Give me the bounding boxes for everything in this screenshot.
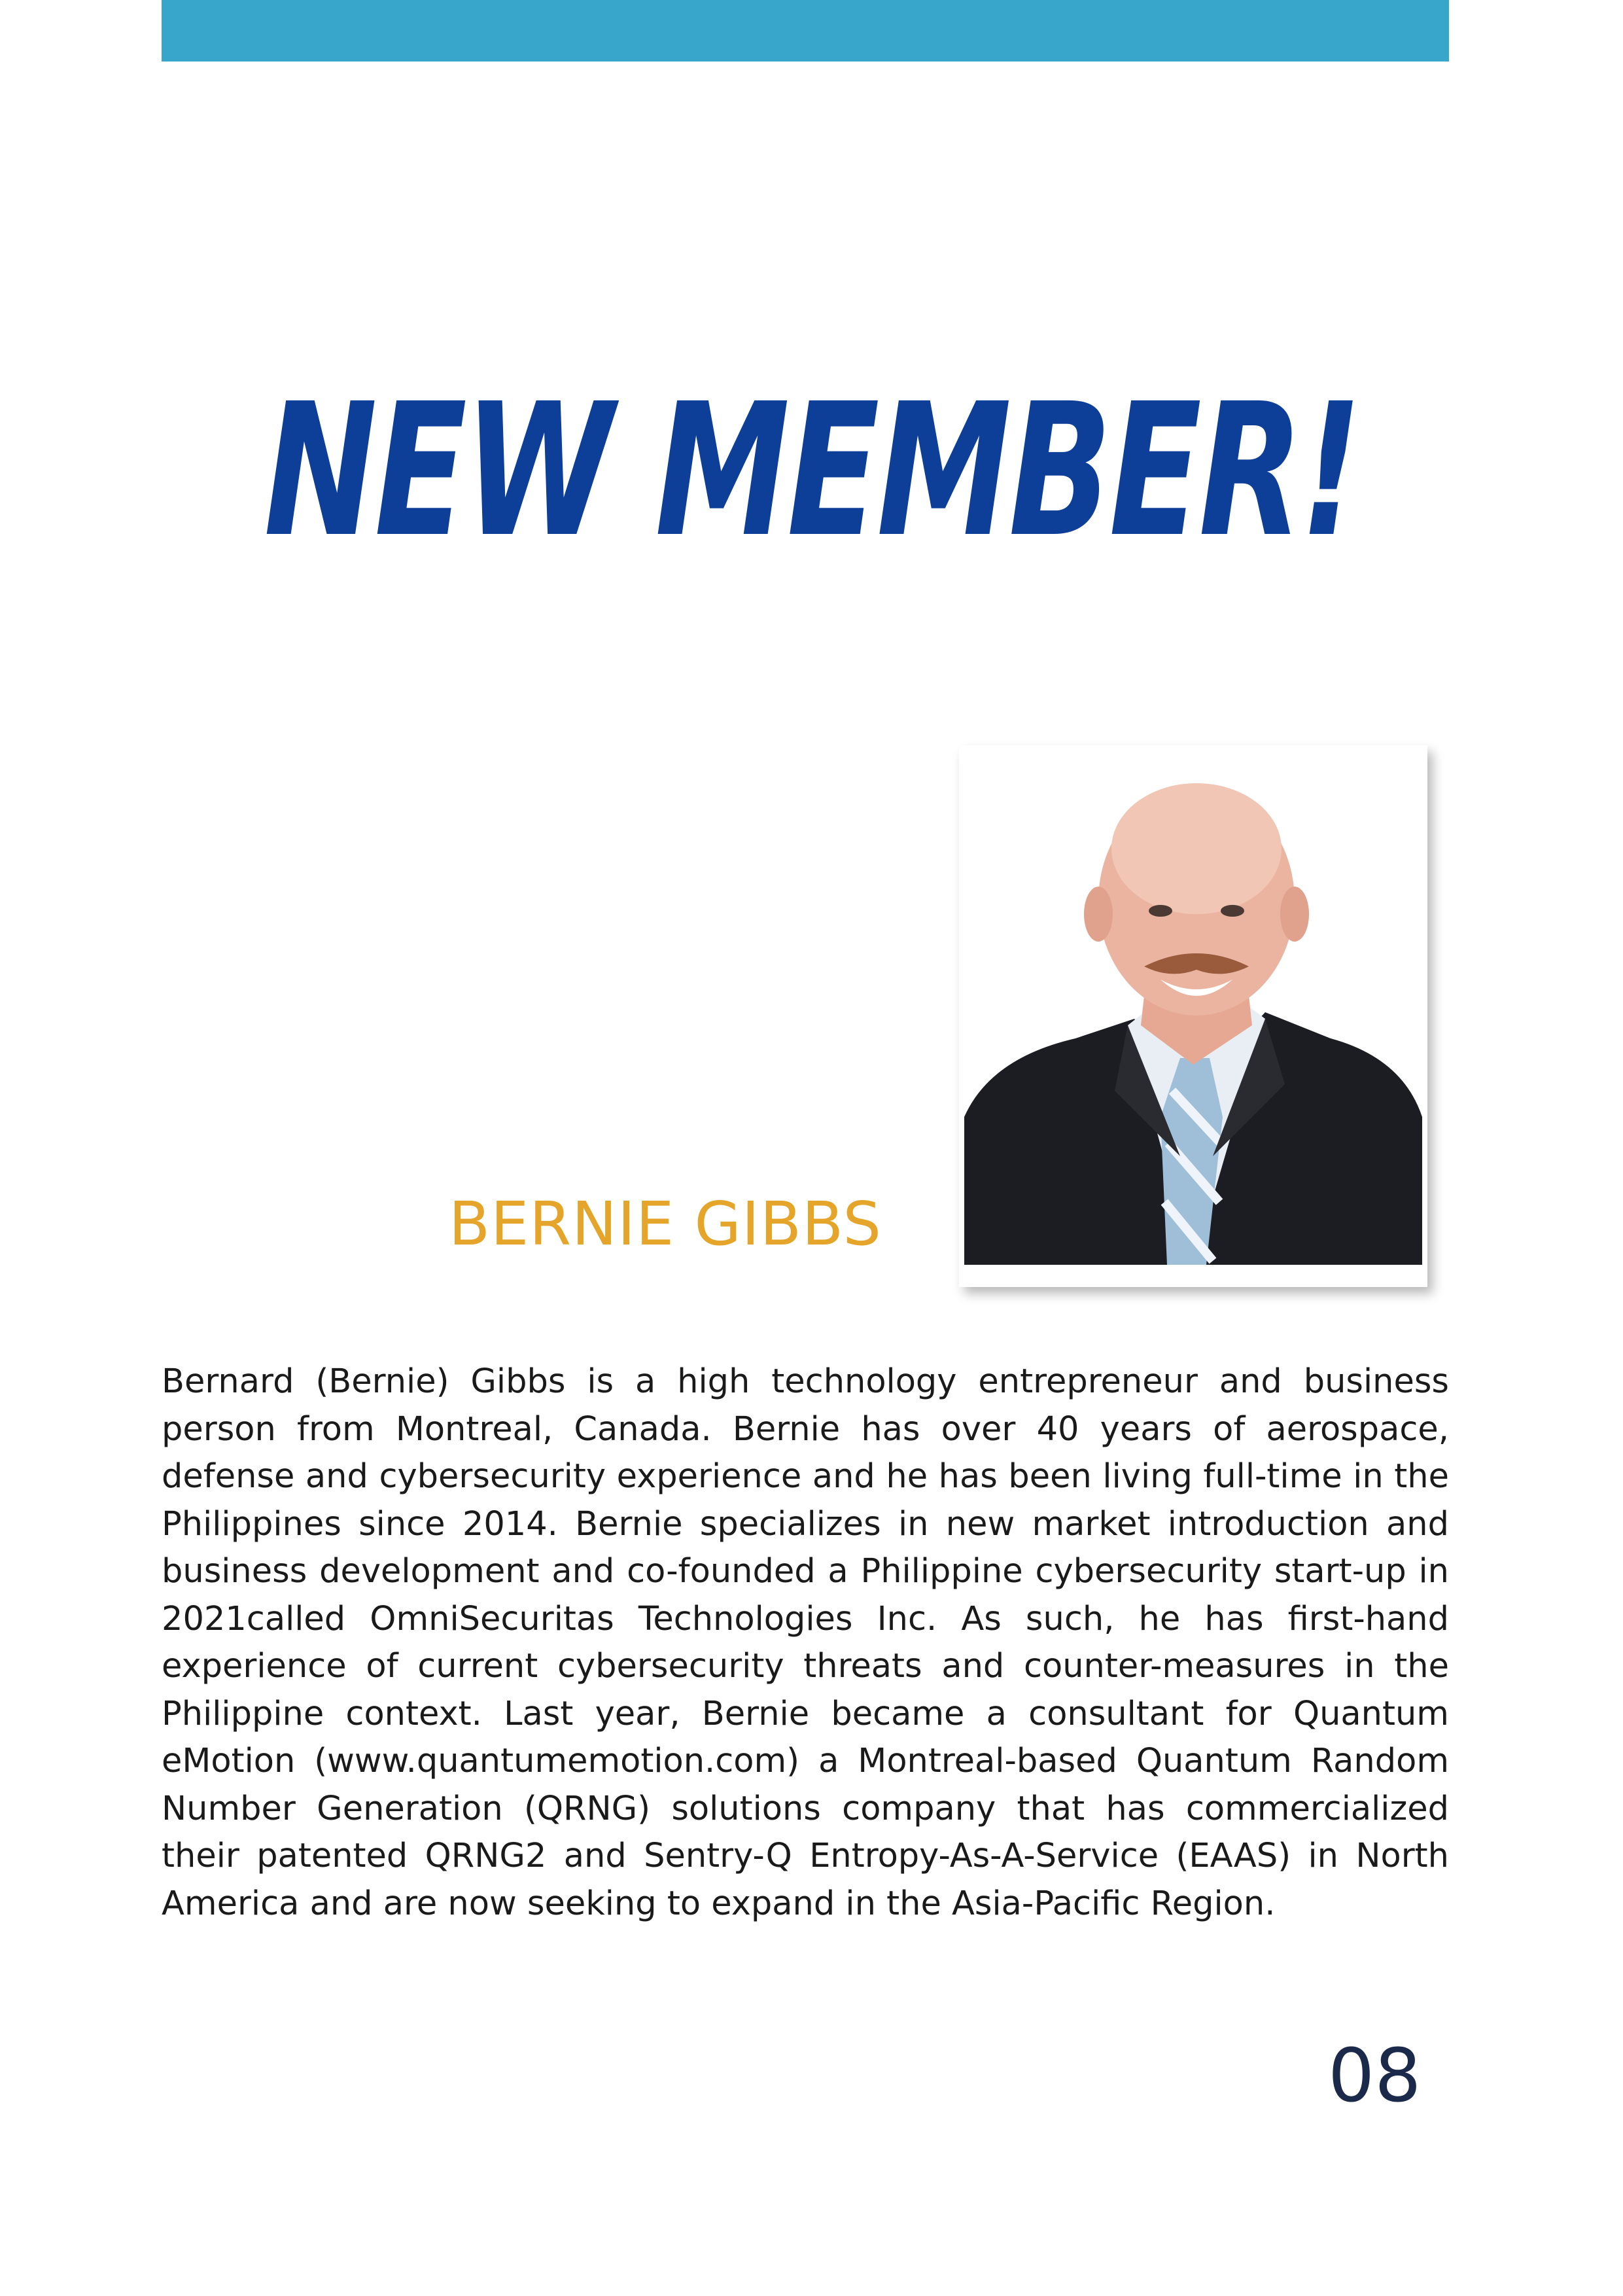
member-portrait-photo xyxy=(964,751,1422,1265)
top-accent-bar xyxy=(162,0,1449,62)
member-name: BERNIE GIBBS xyxy=(449,1189,882,1259)
member-bio: Bernard (Bernie) Gibbs is a high technology entrepreneur and business person from Montreal, Canada. Bernie has over 40 years of aerospace, defense and cybersecurity experience and he has been living full-time in the Philippines since 2014. Bernie specializes in new market introduction and business development and co-founded a Philippine cybersecurity start-up in 2021called OmniSecuritas Technologies Inc. As such, he has first-hand experience of current cybersecurity threats and counter-measures in the Philippine context. Last year, Bernie became a consultant for Quantum eMotion (www.quantumemotion.com) a Montreal-based Quantum Random Number Generation (QRNG) solutions company that has commercialized their patented QRNG2 and Sentry-Q Entropy-As-A-Service (EAAS) in North America and are now seeking to expand in the Asia-Pacific Region. xyxy=(162,1362,1449,1923)
page-number: 08 xyxy=(1328,2034,1422,2119)
page-headline: NEW MEMBER! xyxy=(264,364,1359,578)
